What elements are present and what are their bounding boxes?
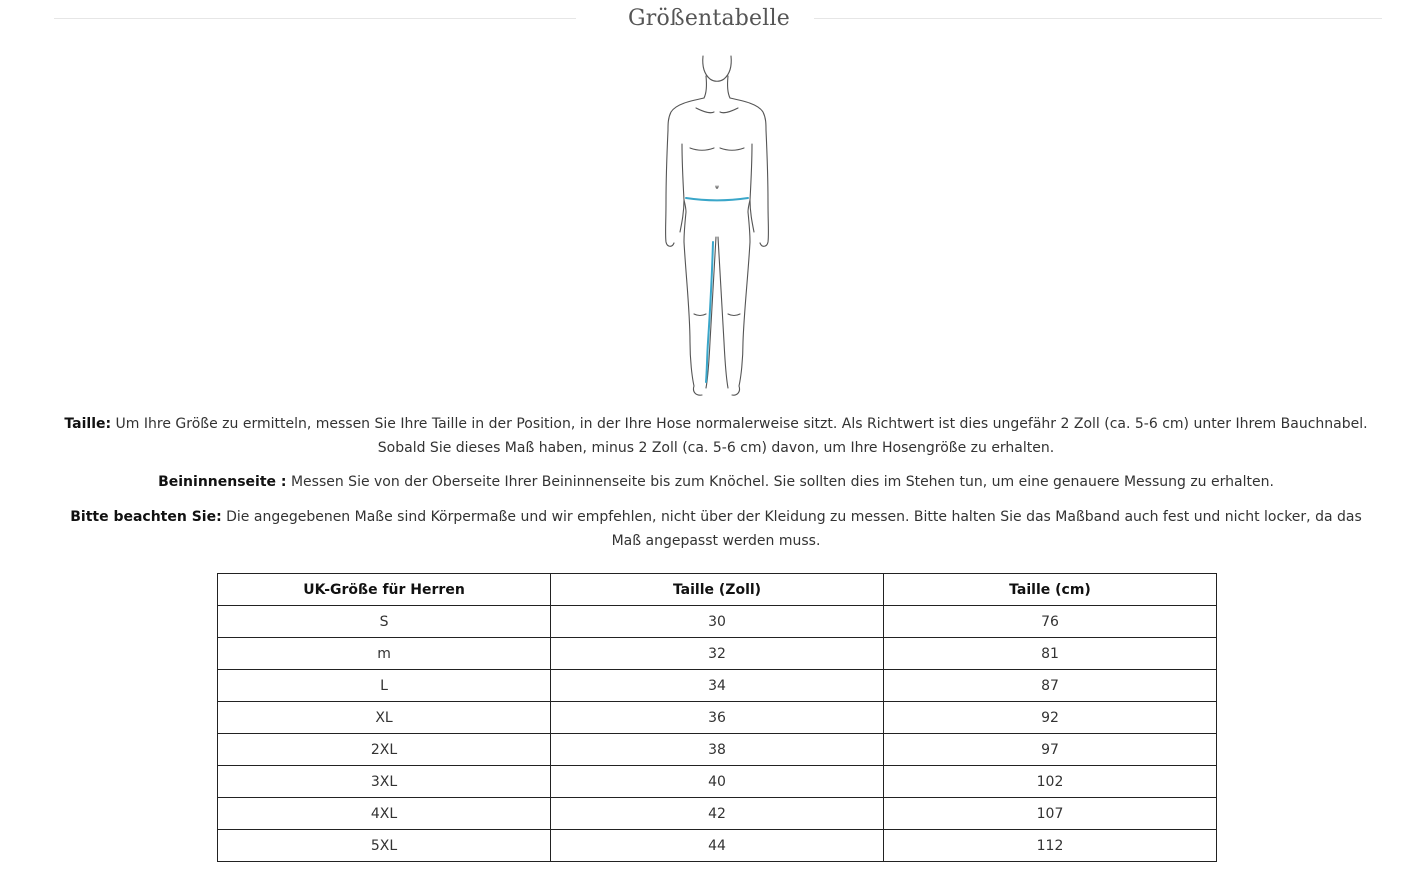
cell-size: m (218, 638, 551, 670)
note-instruction (56, 505, 1376, 553)
cell-waist-inch: 44 (551, 830, 884, 862)
cell-waist-cm: 97 (884, 734, 1217, 766)
table-row (218, 766, 1217, 798)
cell-waist-inch: 42 (551, 798, 884, 830)
inseam-text: Messen Sie von der Oberseite Ihrer Beininnenseite bis zum Knöchel. Sie sollten dies im Stehen tun, um eine genauere Messung zu erhalten. (286, 474, 1274, 490)
cell-waist-cm: 76 (884, 606, 1217, 638)
header-waist-inch: Taille (Zoll) (551, 574, 884, 606)
table-row (218, 798, 1217, 830)
table-row (218, 638, 1217, 670)
cell-waist-inch: 36 (551, 702, 884, 734)
cell-size: S (218, 606, 551, 638)
waist-instruction (56, 412, 1376, 460)
cell-waist-cm: 81 (884, 638, 1217, 670)
header-divider-right (814, 18, 1382, 19)
note-text: Die angegebenen Maße sind Körpermaße und wir empfehlen, nicht über der Kleidung zu messen. Bitte halten Sie das Maßband auch fest und nicht locker, da das Maß angepasst werden muss. (221, 509, 1362, 549)
cell-size: 3XL (218, 766, 551, 798)
cell-size: XL (218, 702, 551, 734)
inseam-instruction (56, 470, 1376, 494)
table-row (218, 830, 1217, 862)
waist-label: Taille: (64, 416, 112, 432)
cell-waist-inch: 40 (551, 766, 884, 798)
inseam-label: Beininnenseite : (158, 474, 287, 490)
table-row (218, 734, 1217, 766)
cell-size: 4XL (218, 798, 551, 830)
cell-size: 5XL (218, 830, 551, 862)
cell-waist-cm: 87 (884, 670, 1217, 702)
cell-waist-cm: 102 (884, 766, 1217, 798)
size-table (217, 573, 1217, 862)
cell-waist-inch: 30 (551, 606, 884, 638)
body-measurement-icon (646, 52, 786, 404)
cell-waist-inch: 38 (551, 734, 884, 766)
table-row (218, 702, 1217, 734)
table-row (218, 670, 1217, 702)
cell-waist-cm: 107 (884, 798, 1217, 830)
cell-size: 2XL (218, 734, 551, 766)
note-label: Bitte beachten Sie: (70, 509, 222, 525)
header-uk-size: UK-Größe für Herren (218, 574, 551, 606)
page-title: Größentabelle (628, 6, 790, 31)
cell-size: L (218, 670, 551, 702)
cell-waist-cm: 92 (884, 702, 1217, 734)
cell-waist-inch: 32 (551, 638, 884, 670)
page-header (0, 0, 1417, 44)
waist-text: Um Ihre Größe zu ermitteln, messen Sie Ihre Taille in der Position, in der Ihre Hose normalerweise sitzt. Als Richtwert ist dies ungefähr 2 Zoll (ca. 5-6 cm) unter Ihrem Bauchnabel. Sobald Sie dieses Maß haben, minus 2 Zoll (ca. 5-6 cm) davon, um Ihre Hosengröße zu erhalten. (111, 416, 1368, 456)
table-header-row (218, 574, 1217, 606)
cell-waist-cm: 112 (884, 830, 1217, 862)
table-row (218, 606, 1217, 638)
header-divider-left (54, 18, 576, 19)
header-waist-cm: Taille (cm) (884, 574, 1217, 606)
cell-waist-inch: 34 (551, 670, 884, 702)
